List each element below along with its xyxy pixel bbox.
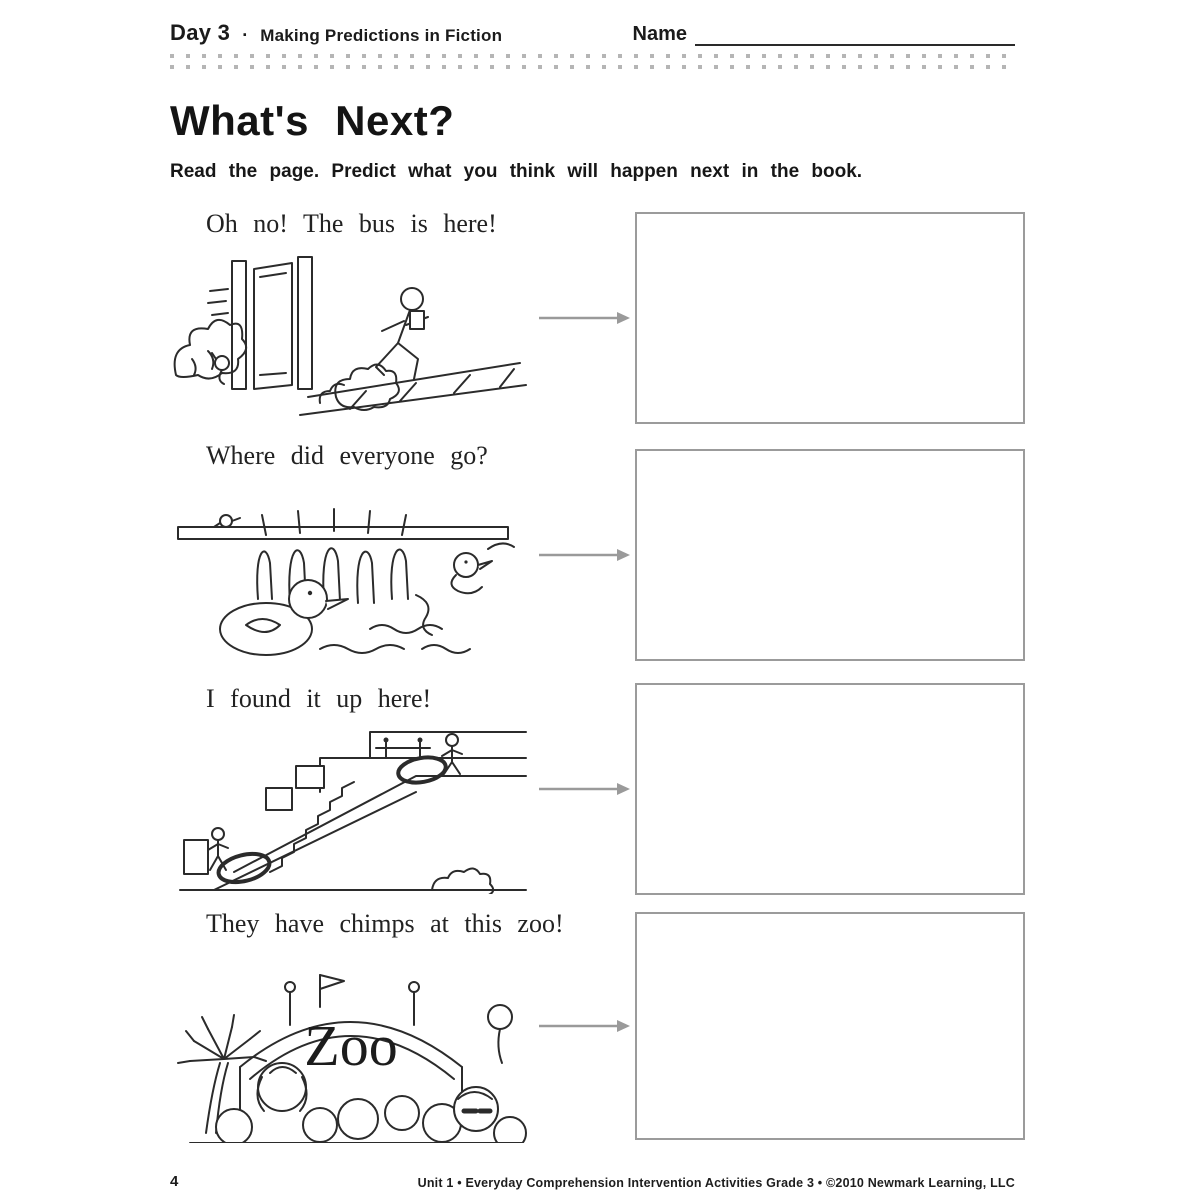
lesson-subtitle: Making Predictions in Fiction xyxy=(260,26,503,45)
row-caption: Where did everyone go? xyxy=(206,441,488,470)
prediction-answer-box[interactable] xyxy=(635,912,1025,1140)
instruction-text: Read the page. Predict what you think will happen next in the book. xyxy=(170,161,863,182)
worksheet-row-escalator xyxy=(170,683,1015,895)
row-caption: I found it up here! xyxy=(206,684,432,713)
worksheet-row-bus xyxy=(170,209,1015,427)
worksheet-row-zoo xyxy=(170,909,1015,1143)
zoo-sign-text: Zoo xyxy=(304,1013,398,1078)
header-separator: · xyxy=(242,25,249,45)
day-label: Day 3 xyxy=(170,20,231,45)
dotted-divider-top xyxy=(170,54,1015,58)
page-number: 4 xyxy=(170,1173,179,1190)
page-header xyxy=(170,12,1015,46)
name-write-line[interactable] xyxy=(695,20,1015,46)
arrow-icon xyxy=(535,1018,635,1034)
escalator-illustration xyxy=(170,722,530,894)
boy-running-out-door-illustration xyxy=(170,247,530,427)
row-caption: Oh no! The bus is here! xyxy=(206,209,497,238)
arrow-icon xyxy=(535,310,635,326)
page-title: What's Next? xyxy=(170,97,455,144)
ducks-and-fountain-illustration xyxy=(170,479,530,669)
name-label: Name xyxy=(632,23,687,45)
name-field-group xyxy=(633,20,1015,46)
dotted-divider-bottom xyxy=(170,65,1015,69)
prediction-answer-box[interactable] xyxy=(635,212,1025,424)
page-footer xyxy=(170,1173,1015,1190)
worksheet-rows xyxy=(170,209,1015,1143)
row-caption: They have chimps at this zoo! xyxy=(206,909,564,938)
prediction-answer-box[interactable] xyxy=(635,449,1025,661)
worksheet-row-ducks xyxy=(170,441,1015,669)
footer-credit: Unit 1 • Everyday Comprehension Intervention Activities Grade 3 • ©2010 Newmark Learning, LLC xyxy=(417,1176,1015,1190)
arrow-icon xyxy=(535,547,635,563)
zoo-entrance-illustration xyxy=(170,947,530,1143)
prediction-answer-box[interactable] xyxy=(635,683,1025,895)
arrow-icon xyxy=(535,781,635,797)
